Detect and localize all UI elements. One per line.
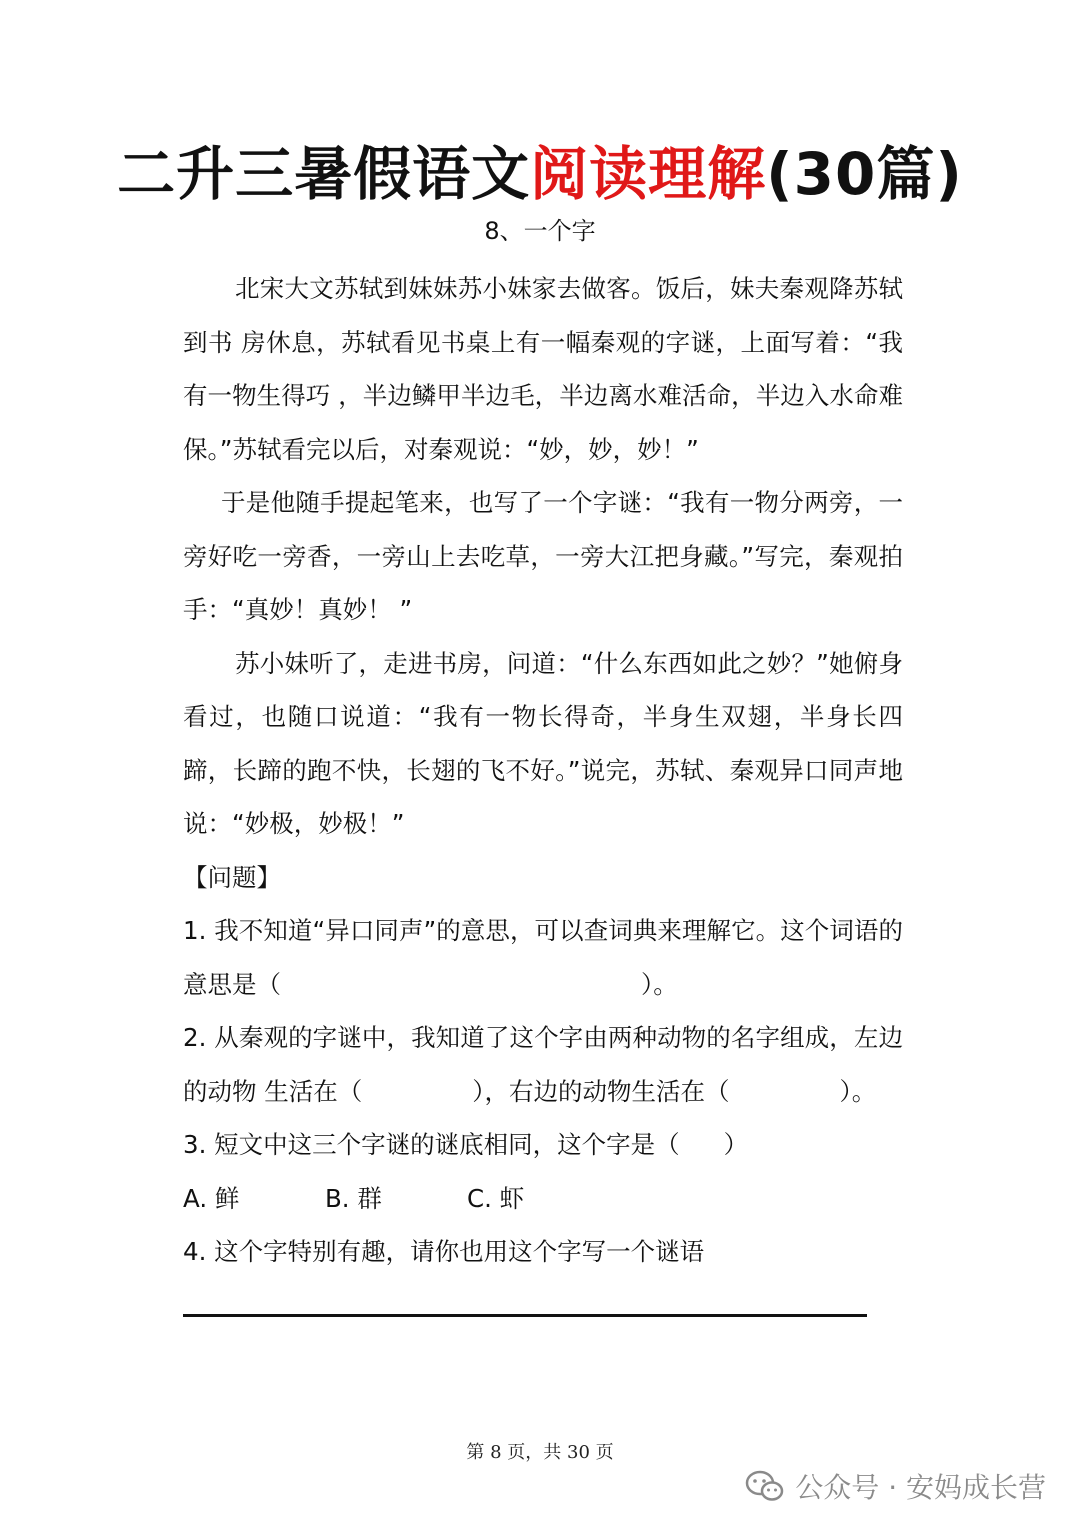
question-4: 4. 这个字特别有趣，请你也用这个字写一个谜语 [183,1237,705,1266]
choice-b[interactable]: B. 群 [325,1183,382,1213]
question-3-close: ） [723,1130,749,1159]
question-2 [183,1011,903,1118]
answer-line[interactable] [183,1314,867,1317]
choice-a[interactable]: A. 鲜 [183,1183,240,1213]
passage-title: 8、一个字 [484,217,596,245]
question-1-close: ）。 [641,969,678,999]
question-2-text: 2. 从秦观的字谜中，我知道了这个字由两种动物的名字组成，左边的动物 生活在（ [183,1023,903,1106]
watermark [745,1464,1046,1508]
question-2-close: ）。 [839,1076,877,1106]
question-2-mid: ），右边的动物生活在（ [472,1076,730,1106]
choice-c[interactable]: C. 虾 [467,1183,525,1213]
question-3 [183,1118,903,1172]
question-1-text: 1. 我不知道“异口同声”的意思，可以查词典来理解它。这个词语的意思是（ [183,916,903,999]
page-footer: 第 8 页，共 30 页 [466,1442,614,1463]
passage-body [183,262,903,1279]
title-tail-part: (30篇) [766,140,963,208]
title-red-part: 阅读理解 [530,140,767,208]
page-title [0,138,1080,210]
question-1 [183,904,903,1011]
paragraph-2: 于是他随手提起笔来，也写了一个字谜：“我有一物分两旁，一旁好吃一旁香，一旁山上去吃草，一旁大江把身藏。”写完，秦观拍手：“真妙！真妙！ ” [183,488,903,624]
title-black-part: 二升三暑假语文 [117,140,531,208]
paragraph-1: 北宋大文苏轼到妹妹苏小妹家去做客。饭后，妹夫秦观降苏轼到书 房休息，苏轼看见书桌上有一幅秦观的字谜，上面写着：“我有一物生得巧 ，半边鳞甲半边毛，半边离水难活命，半边入水命难保。”苏轼看完以后，对秦观说：“妙，妙，妙！” [183,274,903,464]
watermark-text: 公众号 · 安妈成长营 [795,1471,1046,1504]
question-3-choices [183,1172,903,1226]
wechat-icon [745,1469,785,1503]
question-3-text: 3. 短文中这三个字谜的谜底相同，这个字是（ [183,1130,680,1159]
paragraph-3: 苏小妹听了，走进书房，问道：“什么东西如此之妙？”她俯身看过，也随口说道：“我有一物长得奇，半身生双翅，半身长四蹄，长蹄的跑不快，长翅的飞不好。”说完，苏轼、秦观异口同声地说：“妙极，妙极！” [183,648,903,838]
questions-heading: 【问题】 [183,862,281,892]
